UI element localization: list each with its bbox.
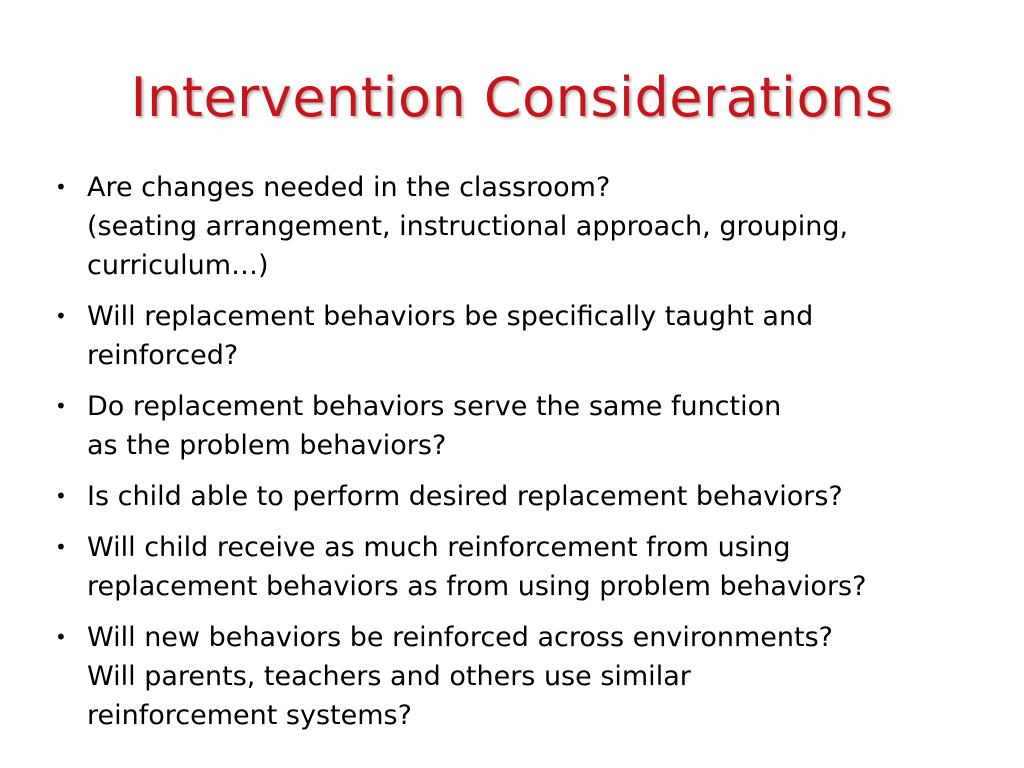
bullet-text-line: (seating arrangement, instructional approach, grouping, (87, 211, 849, 242)
bullet-icon: • (55, 484, 67, 508)
bullet-icon: • (55, 304, 67, 328)
bullet-item (50, 387, 980, 465)
bullet-icon: • (55, 535, 67, 559)
bullet-text-line: Will new behaviors be reinforced across environments? (87, 622, 833, 653)
bullet-icon: • (55, 625, 67, 649)
bullet-text-line: reinforcement systems? (87, 700, 412, 731)
bullet-text-line: curriculum…) (87, 250, 269, 281)
bullet-text-line: Are changes needed in the classroom? (87, 172, 611, 203)
bullet-text-line: Will replacement behaviors be specifically taught and (87, 301, 814, 332)
bullet-text-line: reinforced? (87, 340, 239, 371)
bullet-icon: • (55, 394, 67, 418)
bullet-text-line: as the problem behaviors? (87, 430, 447, 461)
bullet-text-line: Do replacement behaviors serve the same function (87, 391, 782, 422)
bullet-text-line: replacement behaviors as from using problem behaviors? (87, 571, 867, 602)
bullet-text-line: Will parents, teachers and others use similar (87, 661, 691, 692)
bullet-text-line: Is child able to perform desired replacement behaviors? (87, 481, 843, 512)
bullet-item (50, 168, 980, 285)
bullet-item (50, 528, 980, 606)
slide-title: Intervention Considerations (130, 66, 894, 129)
bullet-item (50, 618, 980, 735)
bullet-item (50, 477, 980, 516)
bullet-item (50, 297, 980, 375)
bullet-icon: • (55, 175, 67, 199)
bullet-text-line: Will child receive as much reinforcement from using (87, 532, 791, 563)
bullet-list (50, 168, 980, 747)
